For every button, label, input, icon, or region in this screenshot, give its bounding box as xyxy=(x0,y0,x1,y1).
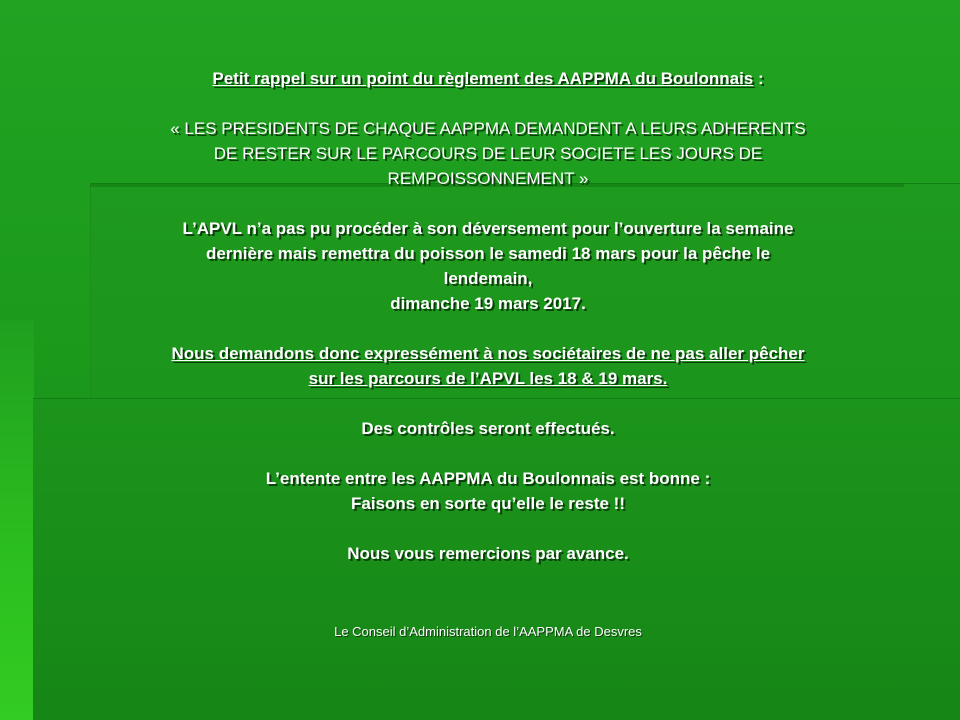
spacer xyxy=(60,316,916,341)
rule-quote-line: DE RESTER SUR LE PARCOURS DE LEUR SOCIETE LES JOURS DE xyxy=(213,144,763,163)
apvl-paragraph-line: lendemain, xyxy=(443,269,533,288)
apvl-paragraph-line: dimanche 19 mars 2017. xyxy=(390,294,586,313)
spacer xyxy=(60,91,916,116)
notice-body xyxy=(60,66,916,566)
signature: Le Conseil d’Administration de l’AAPPMA de Desvres xyxy=(334,624,642,639)
entente-line: Faisons en sorte qu’elle le reste !! xyxy=(351,494,625,513)
spacer xyxy=(60,391,916,416)
notice-title-text: Petit rappel sur un point du règlement des AAPPMA du Boulonnais xyxy=(212,69,754,88)
apvl-paragraph-line: dernière mais remettra du poisson le samedi 18 mars pour la pêche le xyxy=(205,244,771,263)
request-paragraph-line: sur les parcours de l’APVL les 18 & 19 mars. xyxy=(308,369,668,388)
entente-line: L’entente entre les AAPPMA du Boulonnais est bonne : xyxy=(265,469,711,488)
notice-title xyxy=(60,66,916,91)
rule-quote-line: « LES PRESIDENTS DE CHAQUE AAPPMA DEMANDENT A LEURS ADHERENTS xyxy=(170,119,806,138)
background-left-glow xyxy=(0,320,34,720)
spacer xyxy=(60,441,916,466)
controls-line: Des contrôles seront effectués. xyxy=(361,419,615,438)
thanks-line: Nous vous remercions par avance. xyxy=(347,544,629,563)
request-paragraph-line: Nous demandons donc expressément à nos sociétaires de ne pas aller pêcher xyxy=(171,344,805,363)
request-paragraph-line-wrap xyxy=(60,366,916,391)
spacer xyxy=(60,516,916,541)
notice-title-suffix: : xyxy=(753,69,764,88)
rule-quote-line: REMPOISSONNEMENT » xyxy=(387,169,589,188)
apvl-paragraph-line: L’APVL n’a pas pu procéder à son déversement pour l’ouverture la semaine xyxy=(182,219,794,238)
spacer xyxy=(60,191,916,216)
